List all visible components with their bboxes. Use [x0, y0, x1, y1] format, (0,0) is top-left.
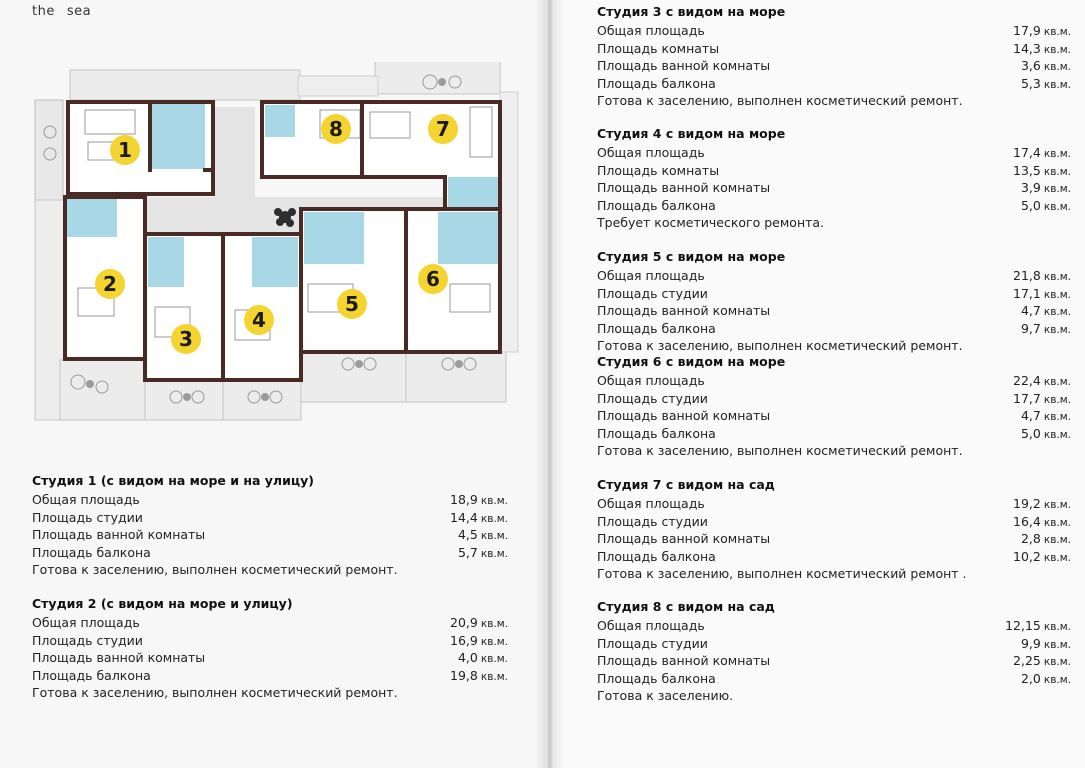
studio-title: Студия 8 с видом на сад [597, 599, 775, 614]
studio-7-block [597, 477, 1071, 583]
studio-marker-5 [337, 289, 367, 319]
studio-note: Готова к заселению, выполнен косметический ремонт. [32, 685, 398, 700]
spec-row: Площадь студии 14,4 кв.м. [32, 509, 508, 525]
spec-row: Площадь ванной комнаты 4,7 кв.м. [597, 408, 1071, 423]
studio-8-block [597, 599, 1071, 705]
studio-title: Студия 4 с видом на море [597, 126, 786, 141]
svg-text:2: 2 [103, 272, 117, 296]
studio-note: Готова к заселению, выполнен косметический ремонт. [597, 443, 963, 458]
studio-note: Готова к заселению, выполнен косметический ремонт. [597, 93, 963, 108]
svg-text:6: 6 [426, 267, 440, 291]
svg-text:8: 8 [329, 117, 343, 141]
studio-title: Студия 7 с видом на сад [597, 477, 775, 492]
svg-text:5: 5 [345, 292, 359, 316]
studio-marker-7 [428, 114, 458, 144]
spec-row: Площадь балкона 19,8 кв.м. [32, 667, 508, 683]
svg-text:1: 1 [118, 138, 132, 162]
spec-row: Площадь ванной комнаты 2,25 кв.м. [597, 653, 1071, 668]
spec-row: Площадь балкона 5,0 кв.м. [597, 425, 1071, 441]
spec-row: Площадь балкона 9,7 кв.м. [597, 320, 1071, 336]
studio-1-block [32, 473, 508, 579]
studio-title: Студия 2 (с видом на море и улицу) [32, 596, 293, 611]
spec-row: Площадь студии 16,4 кв.м. [597, 513, 1071, 529]
svg-text:3: 3 [179, 327, 193, 351]
spec-row: Общая площадь 12,15 кв.м. [597, 618, 1071, 633]
studio-title: Студия 3 с видом на море [597, 4, 786, 19]
spec-row: Площадь ванной комнаты 3,9 кв.м. [597, 180, 1071, 195]
studio-marker-2 [95, 269, 125, 299]
header-word-1: the [32, 4, 55, 19]
spec-row: Площадь балкона 2,0 кв.м. [597, 670, 1071, 686]
spec-row: Общая площадь 17,9 кв.м. [597, 23, 1071, 38]
spec-row: Площадь ванной комнаты 4,5 кв.м. [32, 527, 508, 542]
header-label [32, 4, 91, 19]
studio-note: Готова к заселению, выполнен косметический ремонт. [597, 338, 963, 353]
studio-marker-6 [418, 264, 448, 294]
studio-title: Студия 5 с видом на море [597, 249, 786, 264]
spec-row: Площадь студии 17,1 кв.м. [597, 285, 1071, 301]
studio-title: Студия 1 (с видом на море и на улицу) [32, 473, 314, 488]
spec-row: Площадь комнаты 13,5 кв.м. [597, 162, 1071, 178]
spec-row: Площадь ванной комнаты 2,8 кв.м. [597, 531, 1071, 546]
spec-row: Площадь балкона 5,7 кв.м. [32, 544, 508, 560]
spec-row: Площадь студии 9,9 кв.м. [597, 635, 1071, 651]
studio-marker-8 [321, 114, 351, 144]
spec-row: Площадь ванной комнаты 4,7 кв.м. [597, 303, 1071, 318]
svg-text:4: 4 [252, 308, 266, 332]
spec-row: Общая площадь 17,4 кв.м. [597, 145, 1071, 160]
book-gutter [535, 0, 565, 768]
spec-row: Площадь балкона 10,2 кв.м. [597, 548, 1071, 564]
studio-note: Требует косметического ремонта. [597, 215, 825, 230]
spec-row: Площадь балкона 5,3 кв.м. [597, 75, 1071, 91]
studio-3-block [597, 4, 1071, 110]
studio-4-block [597, 126, 1071, 232]
spec-row: Площадь студии 17,7 кв.м. [597, 390, 1071, 406]
spec-row: Общая площадь 21,8 кв.м. [597, 268, 1071, 283]
spec-row: Площадь балкона 5,0 кв.м. [597, 197, 1071, 213]
svg-text:7: 7 [436, 117, 450, 141]
spec-row: Общая площадь 22,4 кв.м. [597, 373, 1071, 388]
studio-2-block [32, 596, 508, 702]
spec-row: Общая площадь 18,9 кв.м. [32, 492, 508, 507]
spec-row: Общая площадь 19,2 кв.м. [597, 496, 1071, 511]
header-word-2: sea [66, 4, 92, 19]
studio-marker-1 [110, 135, 140, 165]
spec-row: Площадь комнаты 14,3 кв.м. [597, 40, 1071, 56]
studio-6-block [597, 354, 1071, 460]
spec-row: Площадь студии 16,9 кв.м. [32, 632, 508, 648]
floor-plan [30, 62, 520, 424]
studio-note: Готова к заселению, выполнен косметический ремонт. [32, 562, 398, 577]
studio-note: Готова к заселению, выполнен косметический ремонт . [597, 566, 967, 581]
studio-marker-3 [171, 324, 201, 354]
studio-note: Готова к заселению. [597, 688, 734, 703]
spec-row: Площадь ванной комнаты 3,6 кв.м. [597, 58, 1071, 73]
spec-row: Общая площадь 20,9 кв.м. [32, 615, 508, 630]
studio-title: Студия 6 с видом на море [597, 354, 786, 369]
studio-marker-4 [244, 305, 274, 335]
spec-row: Площадь ванной комнаты 4,0 кв.м. [32, 650, 508, 665]
studio-5-block [597, 249, 1071, 355]
